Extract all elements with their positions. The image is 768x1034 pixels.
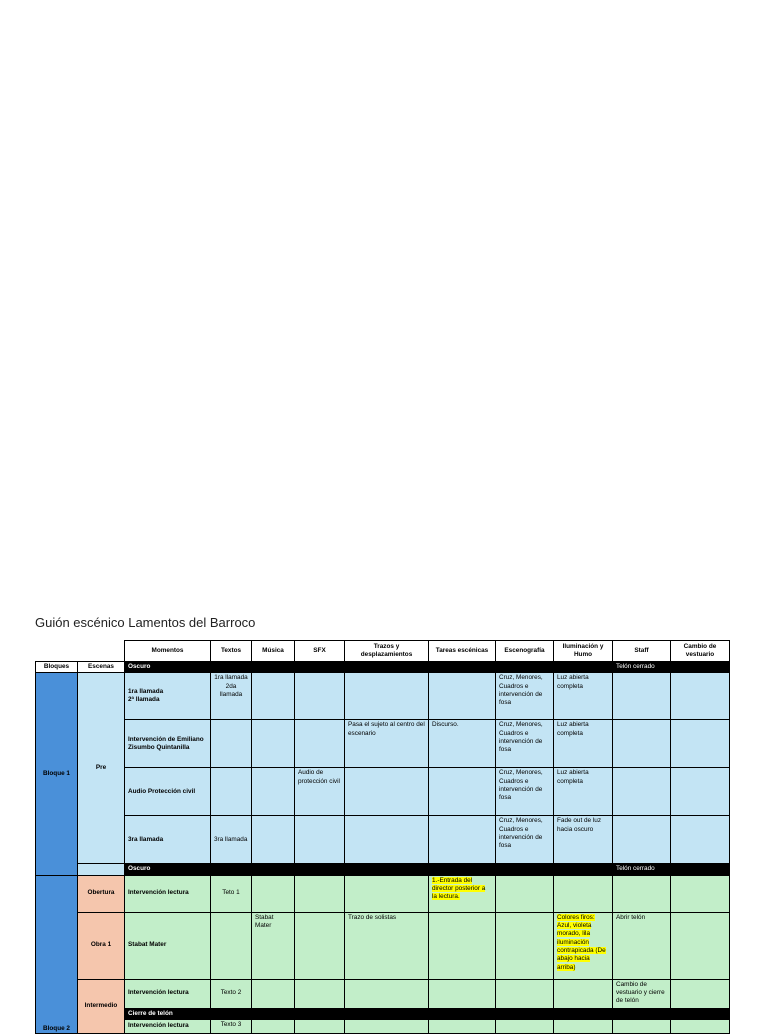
header-staff: Staff: [613, 641, 671, 662]
musica-cell: [252, 768, 295, 816]
trazos-cell: Trazo de solistas: [345, 912, 429, 979]
staff-telon-cerrado: Telón cerrado: [613, 864, 671, 875]
musica-cell: [252, 816, 295, 864]
table-row: [36, 720, 730, 768]
iluminacion-cell: Colores firos: Azul, violeta morado, lila iluminación contrapicada (De abajo hacia arriba): [554, 912, 613, 979]
trazos-cell: [345, 768, 429, 816]
momento-intervencion-lectura: Intervención lectura: [125, 979, 211, 1008]
sfx-cell: [295, 673, 345, 720]
oscuro-label: Oscuro: [125, 864, 211, 875]
vestuario-cell: [671, 816, 730, 864]
tareas-cell: [429, 768, 496, 816]
cierre-row: [36, 1008, 730, 1019]
sfx-cell: [295, 720, 345, 768]
bloque-2-cell: Bloque 2: [36, 875, 78, 1033]
iluminacion-cell: Fade out de luz hacia oscuro: [554, 816, 613, 864]
staff-cell: Cambio de vestuario y cierre de telón: [613, 979, 671, 1008]
momento-stabat-mater: Stabat Mater: [125, 912, 211, 979]
table-row: [36, 912, 730, 979]
vestuario-cell: [671, 673, 730, 720]
staff-telon-cerrado: Telón cerrado: [613, 662, 671, 673]
textos-cell: 1ra llamada 2da llamada: [211, 673, 252, 720]
tareas-cell: 1.-Entrada del director posterior a la lectura.: [429, 875, 496, 912]
vestuario-cell: [671, 720, 730, 768]
iluminacion-cell: Luz abierta completa: [554, 720, 613, 768]
table-row: [36, 1019, 730, 1033]
table-row: [36, 768, 730, 816]
momento-llamadas: 1ra llamada 2ª llamada: [125, 673, 211, 720]
momento-audio: Audio Protección civil: [125, 768, 211, 816]
escenografia-cell: Cruz, Menores, Cuadros e intervención de fosa: [496, 816, 554, 864]
staff-cell: Abrir telón: [613, 912, 671, 979]
staff-cell: [613, 720, 671, 768]
table-row: [36, 979, 730, 1008]
header-trazos: Trazos y desplazamientos: [345, 641, 429, 662]
escenografia-cell: Cruz, Menores, Cuadros e intervención de fosa: [496, 768, 554, 816]
cierre-telon-label: Cierre de telón: [125, 1008, 211, 1019]
textos-cell: [211, 768, 252, 816]
iluminacion-cell: Luz abierta completa: [554, 673, 613, 720]
sfx-cell: [295, 816, 345, 864]
script-table: [35, 640, 730, 1034]
header-textos: Textos: [211, 641, 252, 662]
trazos-cell: Pasa el sujeto al centro del escenario: [345, 720, 429, 768]
vestuario-cell: [671, 768, 730, 816]
trazos-cell: [345, 673, 429, 720]
trazos-cell: [345, 816, 429, 864]
oscuro-label: Oscuro: [125, 662, 211, 673]
header-vestuario: Cambio de vestuario: [671, 641, 730, 662]
escena-intermedio: Intermedio: [78, 979, 125, 1033]
header-sfx: SFX: [295, 641, 345, 662]
textos-cell: Texto 3: [211, 1019, 252, 1033]
header-escenas: Escenas: [78, 662, 125, 673]
tareas-cell: [429, 816, 496, 864]
header-bloques: Bloques: [36, 662, 78, 673]
iluminacion-cell: Luz abierta completa: [554, 768, 613, 816]
textos-cell: 3ra llamada: [211, 816, 252, 864]
table-row: [36, 673, 730, 720]
header-tareas: Tareas escénicas: [429, 641, 496, 662]
escenografia-cell: Cruz, Menores, Cuadros e intervención de fosa: [496, 673, 554, 720]
oscuro-row: [36, 662, 730, 673]
header-momentos: Momentos: [125, 641, 211, 662]
staff-cell: [613, 816, 671, 864]
musica-cell: Stabat Mater: [252, 912, 295, 979]
textos-cell: Texto 2: [211, 979, 252, 1008]
document-title: Guión escénico Lamentos del Barroco: [35, 615, 256, 630]
musica-cell: [252, 673, 295, 720]
momento-intervencion-lectura: Intervención lectura: [125, 875, 211, 912]
table-row: [36, 816, 730, 864]
oscuro-row: [36, 864, 730, 875]
bloque-1-cell: Bloque 1: [36, 673, 78, 875]
escena-obra-1: Obra 1: [78, 912, 125, 979]
table-row: [36, 875, 730, 912]
musica-cell: [252, 720, 295, 768]
escena-pre: Pre: [78, 673, 125, 864]
escena-obertura: Obertura: [78, 875, 125, 912]
header-musica: Música: [252, 641, 295, 662]
momento-tercera-llamada: 3ra llamada: [125, 816, 211, 864]
tareas-cell: Discurso.: [429, 720, 496, 768]
textos-cell: [211, 720, 252, 768]
momento-intervencion-lectura: Intervención lectura: [125, 1019, 211, 1033]
momento-intervencion: Intervención de Emiliano Zisumbo Quintanilla: [125, 720, 211, 768]
staff-cell: [613, 768, 671, 816]
header-iluminacion: Iluminación y Humo: [554, 641, 613, 662]
staff-cell: [613, 673, 671, 720]
header-row: [36, 641, 730, 662]
escenografia-cell: Cruz, Menores, Cuadros e intervención de fosa: [496, 720, 554, 768]
textos-cell: Teto 1: [211, 875, 252, 912]
tareas-cell: [429, 673, 496, 720]
header-escenografia: Escenografía: [496, 641, 554, 662]
sfx-cell: Audio de protección civil: [295, 768, 345, 816]
